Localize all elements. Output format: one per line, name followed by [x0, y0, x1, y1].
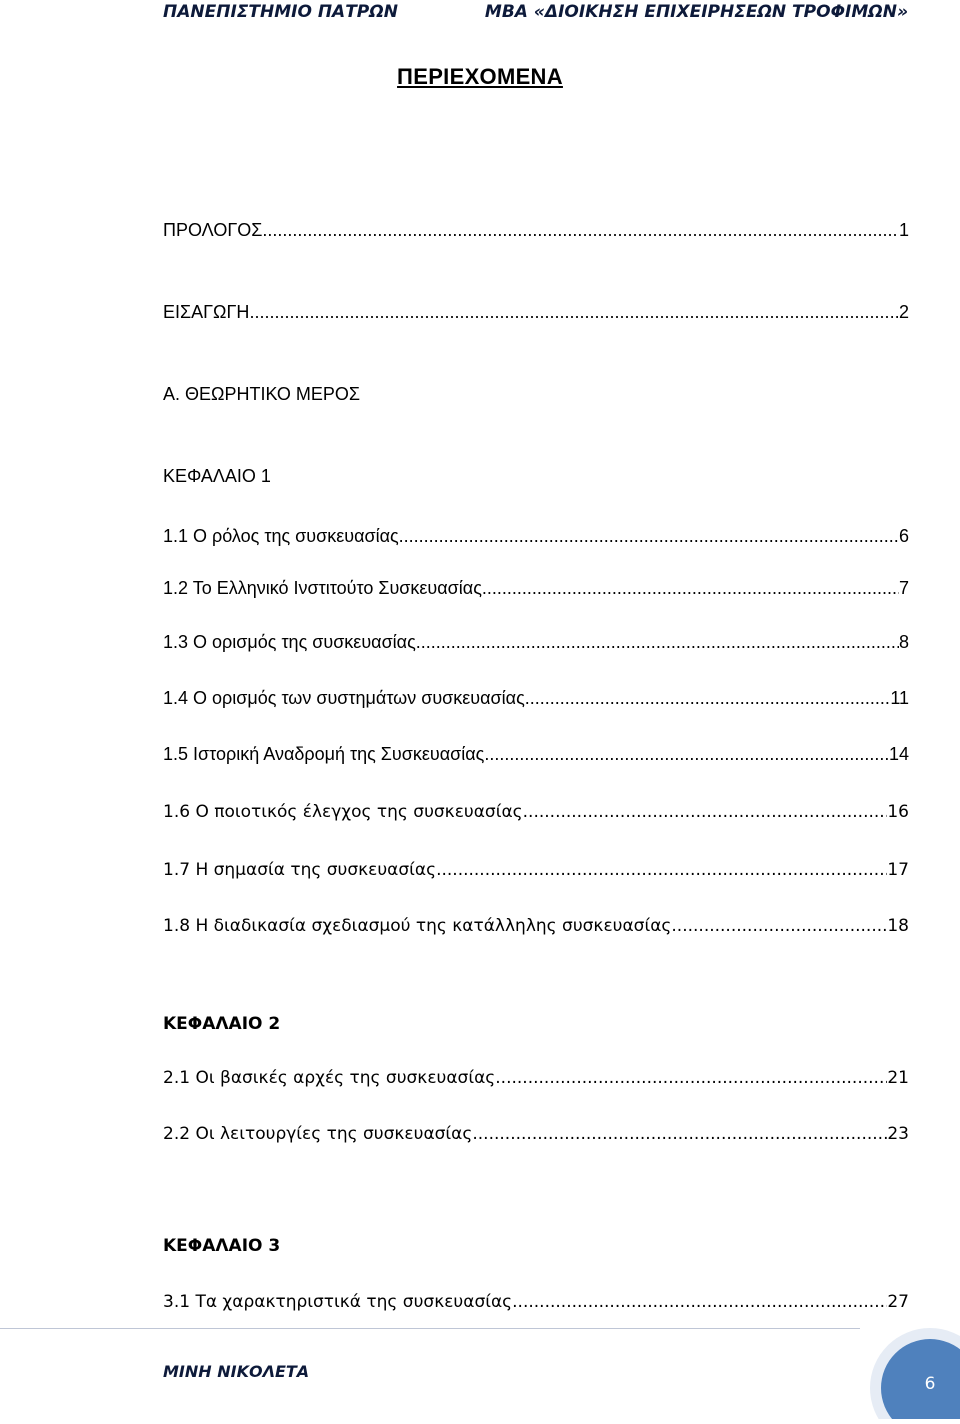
toc-entry-page: 14: [888, 744, 909, 764]
page-number: 6: [924, 1374, 936, 1394]
toc-leader-dots: [249, 300, 899, 324]
toc-entry-label: 1.1 Ο ρόλος της συσκευασίας: [163, 526, 399, 546]
toc-leader-dots: [472, 1122, 887, 1146]
header-program: ΜΒΑ «ΔΙΟΙΚΗΣΗ ΕΠΙΧΕΙΡΗΣΕΩΝ ΤΡΟΦΙΜΩΝ»: [484, 2, 908, 22]
toc-leader-dots: [482, 576, 899, 600]
toc-entry[interactable]: [163, 1122, 909, 1146]
toc-entry-label: 1.5 Ιστορική Αναδρομή της Συσκευασίας: [163, 744, 485, 764]
chapter-heading: ΚΕΦΑΛΑΙΟ 1: [163, 466, 271, 486]
footer-author: ΜΙΝΗ ΝΙΚΟΛΕΤΑ: [163, 1362, 310, 1381]
toc-entry-prologue[interactable]: [163, 218, 909, 242]
page-header: [0, 0, 960, 26]
toc-entry-label: ΕΙΣΑΓΩΓΗ: [163, 302, 250, 322]
toc-entry-label: 1.7 Η σημασία της συσκευασίας: [163, 860, 437, 880]
toc-leader-dots: [484, 742, 889, 766]
toc-entry-page: 11: [890, 688, 909, 708]
part-heading: Α. ΘΕΩΡΗΤΙΚΟ ΜΕΡΟΣ: [163, 384, 361, 404]
toc-entry-page: 16: [887, 802, 909, 822]
toc-entry-label: 1.4 Ο ορισμός των συστημάτων συσκευασίας: [163, 688, 525, 708]
toc-entry[interactable]: [163, 858, 909, 882]
toc-leader-dots: [416, 630, 899, 654]
toc-entry-page: 18: [887, 916, 909, 936]
chapter-heading: ΚΕΦΑΛΑΙΟ 2: [163, 1014, 281, 1034]
toc-leader-dots: [512, 1290, 887, 1314]
toc-entry-page: 23: [887, 1124, 909, 1144]
footer-divider: [0, 1328, 860, 1329]
toc-entry-page: 21: [887, 1068, 909, 1088]
header-university: ΠΑΝΕΠΙΣΤΗΜΙΟ ΠΑΤΡΩΝ: [163, 2, 398, 22]
toc-leader-dots: [436, 858, 887, 882]
toc-entry-label: ΠΡΟΛΟΓΟΣ: [163, 220, 263, 240]
page-badge-circle: [864, 1322, 960, 1419]
chapter-heading: ΚΕΦΑΛΑΙΟ 3: [163, 1236, 281, 1256]
toc-entry-introduction[interactable]: [163, 300, 909, 324]
toc-entry-page: 6: [898, 526, 909, 546]
toc-entry-label: 3.1 Τα χαρακτηριστικά της συσκευασίας: [163, 1292, 513, 1312]
toc-entry[interactable]: [163, 742, 909, 766]
toc-entry[interactable]: [163, 524, 909, 548]
toc-leader-dots: [523, 800, 888, 824]
toc-entry-page: 17: [887, 860, 909, 880]
toc-leader-dots: [262, 218, 899, 242]
toc-entry-label: 1.6 Ο ποιοτικός έλεγχος της συσκευασίας: [163, 802, 523, 822]
toc-leader-dots: [525, 686, 891, 710]
page-title: ΠΕΡΙΕΧΟΜΕΝΑ: [397, 64, 563, 89]
toc-entry-page: 8: [898, 632, 909, 652]
toc-leader-dots: [399, 524, 899, 548]
toc-leader-dots: [495, 1066, 887, 1090]
toc-entry-label: 1.8 Η διαδικασία σχεδιασμού της κατάλληλης συσκευασίας: [163, 916, 672, 936]
toc-entry[interactable]: [163, 630, 909, 654]
toc-entry-page: 27: [887, 1292, 909, 1312]
toc-entry[interactable]: [163, 686, 909, 710]
toc-entry[interactable]: [163, 576, 909, 600]
toc-entry[interactable]: [163, 800, 909, 824]
toc-entry-page: 7: [898, 578, 909, 598]
toc-entry-label: 1.2 Το Ελληνικό Ινστιτούτο Συσκευασίας: [163, 578, 482, 598]
page-number-badge: [864, 1322, 960, 1419]
toc-entry-label: 2.2 Οι λειτουργίες της συσκευασίας: [163, 1124, 473, 1144]
toc-entry-page: 1: [898, 220, 909, 240]
toc-entry-page: 2: [898, 302, 909, 322]
toc-entry-label: 1.3 Ο ορισμός της συσκευασίας: [163, 632, 416, 652]
toc-entry-label: 2.1 Οι βασικές αρχές της συσκευασίας: [163, 1068, 496, 1088]
toc-entry[interactable]: [163, 1066, 909, 1090]
toc-entry[interactable]: [163, 1290, 909, 1314]
toc-leader-dots: [671, 914, 887, 938]
toc-entry[interactable]: [163, 914, 909, 938]
